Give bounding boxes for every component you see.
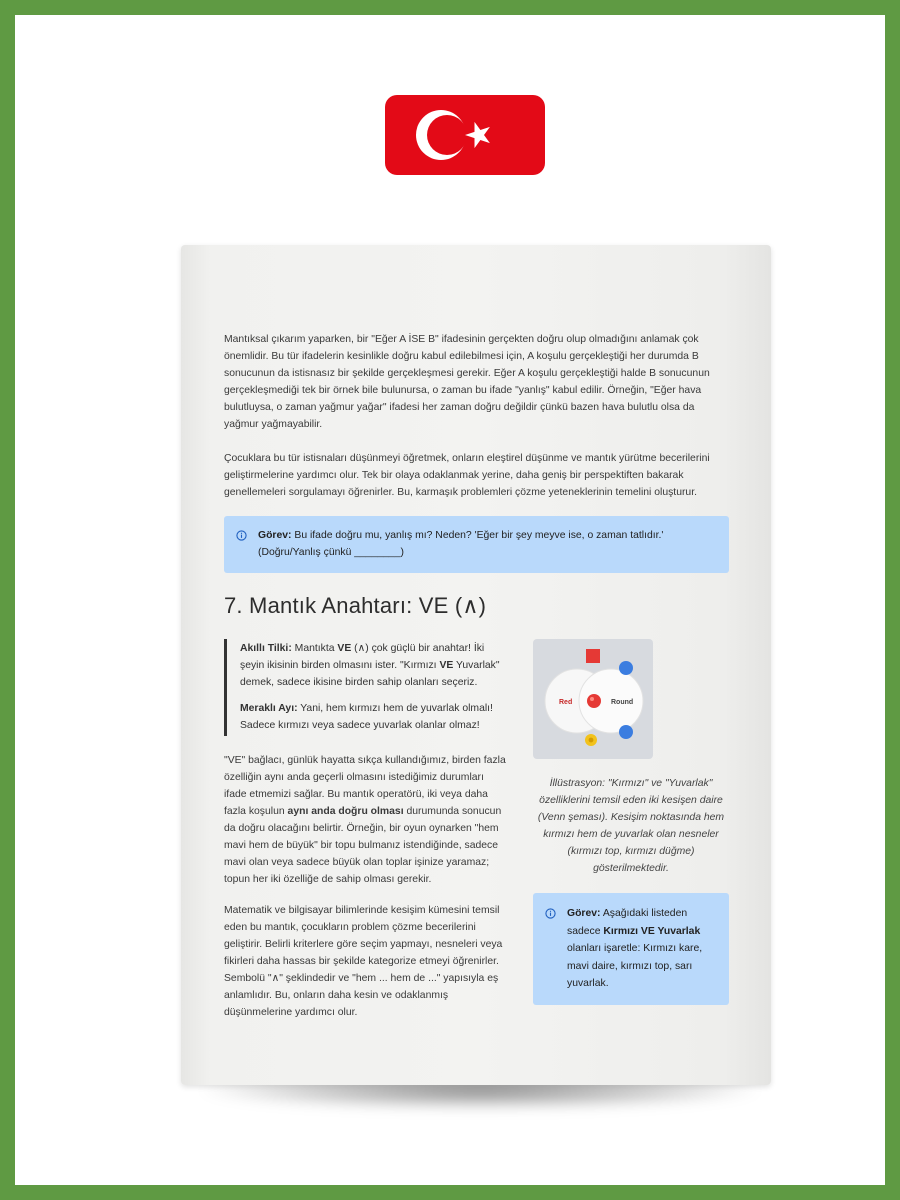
dialogue-quote [224,639,507,736]
right-column [533,639,729,1021]
yellow-round-center [589,738,594,743]
quote-fox: Akıllı Tilki: Mantıkta VE (∧) çok güçlü bir anahtar! İki şeyin ikisinin birden olmasını ister. "Kırmızı VE Yuvarlak" demek, sadece ikisine birden sahip olanları seçeriz. [240,643,500,688]
info-icon [236,530,247,541]
document-page [181,245,771,1085]
page-content [224,331,729,1021]
blue-circle-top [619,661,633,675]
red-ball [587,694,601,708]
paragraph-if-then: Mantıksal çıkarım yaparken, bir "Eğer A İSE B" ifadesinin gerçekten doğru olup olmadığını anlamak çok önemlidir. Bu tür ifadelerin kesinlikle doğru kabul edilebilmesi için, A koşulu gerçekleştiği her durumda B sonucunun da istisnasız bir şekilde gerçekleşmesi gerekir. Eğer A koşulu gerçekleştiği halde B sonucunun gerçekleşmediği tek bir örnek bile bulunursa, o zaman bu ifade "yanlış" kabul edilir. Örneğin, "Eğer hava bulutluysa, o zaman yağmur yağar" ifadesi her zaman doğru değildir çünkü bazen hava bulutlu olsa da yağmur yağmayabilir. [224,334,710,430]
task-box-2: Görev: Aşağıdaki listeden sadece Kırmızı VE Yuvarlak olanları işaretle: Kırmızı kare, mavi daire, kırmızı top, sarı yuvarlak. [533,893,729,1005]
two-column-section [224,639,729,1021]
red-ball-highlight [590,697,594,701]
blue-circle-bottom [619,725,633,739]
paragraph-exceptions: Çocuklara bu tür istisnaları düşünmeyi öğretmek, onların eleştirel düşünme ve mantık yürütme becerilerini geliştirmelerine yardımcı olur. Tek bir olaya odaklanmak yerine, daha geniş bir perspektiften bakarak genellemeleri sorgulamayı öğrenirler. Bu, karmaşık problemleri çözme yeteneklerinin temelini oluşturur. [224,453,710,498]
paragraph-intersection: Matematik ve bilgisayar bilimlerinde kesişim kümesini temsil eden bu mantık, çocukların problem çözme becerilerini geliştirir. Belirli kriterlere göre seçim yapmayı, nesneleri veya fikirleri daha hassas bir şekilde kategorize etmeyi öğrenirler. Sembolü "∧" şeklindedir ve "hem ... hem de ..." yapısıyla eş anlamlıdır. Bu, onların daha kesin ve odaklanmış düşünmelerine yardımcı olur. [224,905,503,1018]
poster-frame [15,15,885,1185]
section-heading: 7. Mantık Anahtarı: VE (∧) [224,593,487,618]
quote-bear: Meraklı Ayı: Yani, hem kırmızı hem de yuvarlak olmalı! Sadece kırmızı veya sadece yuvarlak olanlar olmaz! [240,703,493,731]
task-label: Görev: [258,530,292,541]
venn-illustration [533,639,653,759]
venn-label-round: Round [611,699,634,706]
info-icon [545,908,556,919]
paragraph-and-operator: "VE" bağlacı, günlük hayatta sıkça kullandığımız, birden fazla özelliğin aynı anda geçerli olmasını istediğimiz durumları ifade etmemizi sağlar. Bu mantık operatörü, iki veya daha fazla koşulun aynı anda doğru olması durumunda sonucun da doğru olacağını belirtir. Örneğin, bir oyun oynarken "hem mavi hem de büyük" bir topu bulmanız istendiğinde, sadece mavi olan veya sadece büyük olan toplar işinize yaramaz; topun her iki özelliğe de sahip olması gerekir. [224,755,506,885]
venn-label-red: Red [559,699,573,706]
task-box-1 [224,516,729,573]
turkish-flag-icon [385,95,545,175]
red-square [586,649,600,663]
task-text: Bu ifade doğru mu, yanlış mı? Neden? 'Eğer bir şey meyve ise, o zaman tatlıdır.' (Doğru/Yanlış çünkü ________) [258,530,664,558]
left-column [224,639,507,1021]
task-label: Görev: [567,908,601,919]
illustration-caption: İllüstrasyon: "Kırmızı" ve "Yuvarlak" özelliklerini temsil eden iki kesişen daire (Venn şeması). Kesişim noktasında hem kırmızı hem de yuvarlak olan nesneler (kırmızı top, kırmızı düğme) gösterilmektedir. [537,778,725,874]
